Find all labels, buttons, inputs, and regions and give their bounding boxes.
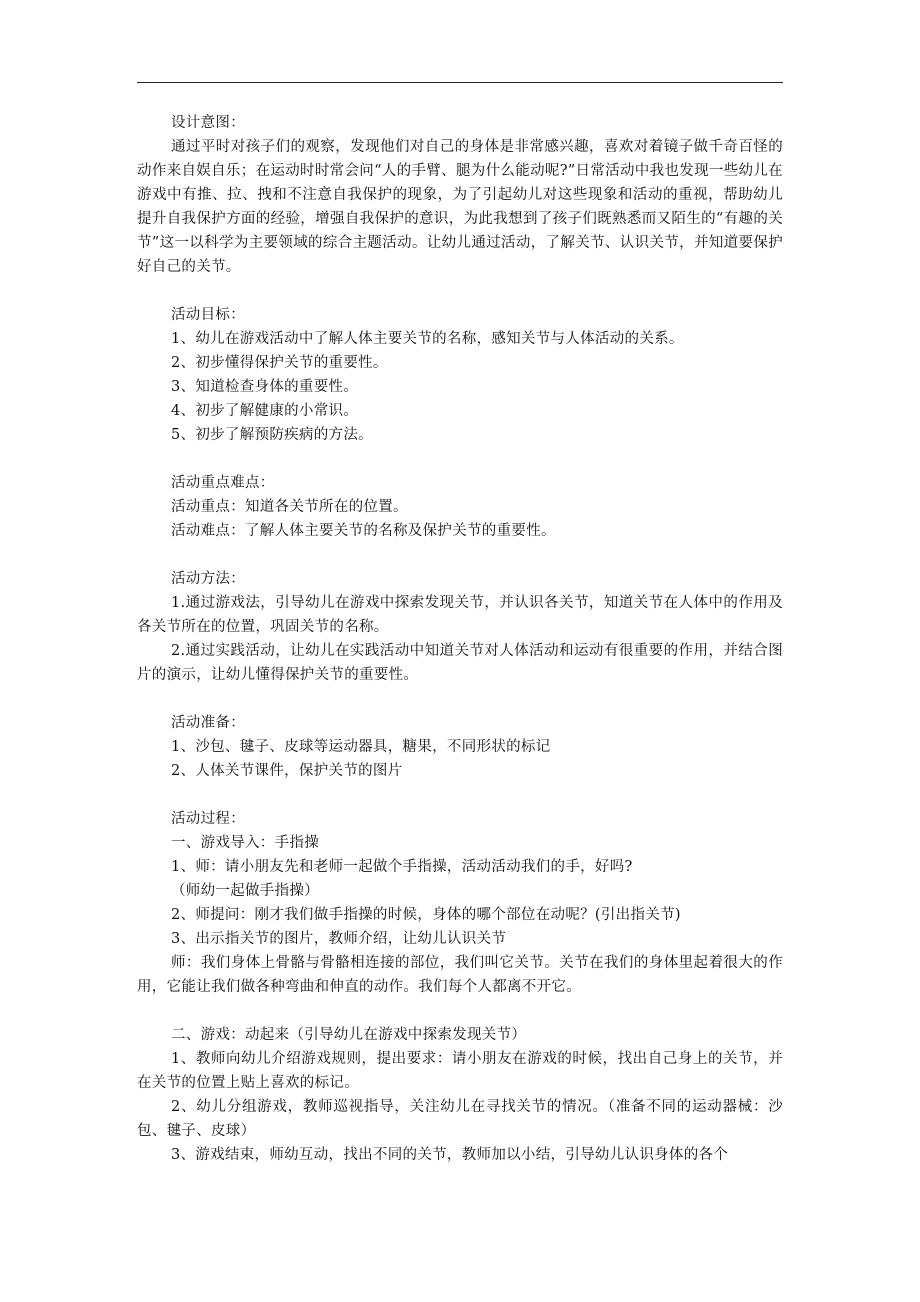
process-note: （师幼一起做手指操）: [171, 883, 319, 899]
goal-item: 4、初步了解健康的小常识。: [171, 403, 359, 419]
key-difficulty: 活动难点：了解人体主要关节的名称及保护关节的重要性。: [171, 523, 556, 539]
method-item: 1.通过游戏法，引导幼儿在游戏中探索发现关节，并认识各关节，知道关节在人体中的作用及各关节所在的位置，巩固关节的名称。: [137, 595, 783, 635]
method-item: 2.通过实践活动，让幼儿在实践活动中知道关节对人体活动和运动有很重要的作用，并结合图片的演示，让幼儿懂得保护关节的重要性。: [137, 643, 783, 683]
design-intent-paragraph: 通过平时对孩子们的观察，发现他们对自己的身体是非常感兴趣，喜欢对着镜子做千奇百怪的动作来自娱自乐；在运动时时常会问“人的手臂、腿为什么能动呢?”日常活动中我也发现一些幼儿在游戏中有推、拉、拽和不注意自我保护的现象，为了引起幼儿对这些现象和活动的重视，帮助幼儿提升自我保护方面的经验，增强自我保护的意识，为此我想到了孩子们既熟悉而又陌生的“有趣的关节”这一以科学为主要领域的综合主题活动。让幼儿通过活动，了解关节、认识关节，并知道要保护好自己的关节。: [137, 139, 783, 275]
process-step: 2、师提问：刚才我们做手指操的时候，身体的哪个部位在动呢？(引出指关节): [171, 907, 681, 923]
process-heading: 活动过程：: [171, 811, 245, 827]
process-part2-title: 二、游戏：动起来（引导幼儿在游戏中探索发现关节）: [171, 1027, 527, 1043]
process-step: 1、教师向幼儿介绍游戏规则，提出要求：请小朋友在游戏的时候，找出自己身上的关节，并在关节的位置上贴上喜欢的标记。: [137, 1051, 783, 1091]
key-points-heading: 活动重点难点：: [171, 475, 275, 491]
goal-item: 1、幼儿在游戏活动中了解人体主要关节的名称，感知关节与人体活动的关系。: [171, 331, 684, 347]
goal-item: 3、知道检查身体的重要性。: [171, 379, 359, 395]
goal-item: 2、初步懂得保护关节的重要性。: [171, 355, 388, 371]
process-step: 3、游戏结束，师幼互动，找出不同的关节，教师加以小结，引导幼儿认识身体的各个: [171, 1147, 729, 1163]
preparation-heading: 活动准备：: [171, 715, 245, 731]
teacher-explanation: 师：我们身体上骨骼与骨骼相连接的部位，我们叫它关节。关节在我们的身体里起着很大的作用，它能让我们做各种弯曲和伸直的动作。我们每个人都离不开它。: [137, 955, 783, 995]
process-step: 2、幼儿分组游戏，教师巡视指导，关注幼儿在寻找关节的情况。（准备不同的运动器械：沙包、毽子、皮球）: [137, 1099, 783, 1139]
document-body: [137, 111, 783, 1167]
process-step: 3、出示指关节的图片，教师介绍，让幼儿认识关节: [171, 931, 507, 947]
process-step: 1、师：请小朋友先和老师一起做个手指操，活动活动我们的手，好吗?: [171, 859, 633, 875]
design-intent-heading: 设计意图：: [171, 115, 245, 131]
preparation-item: 1、沙包、毽子、皮球等运动器具，糖果，不同形状的标记: [171, 739, 551, 755]
process-part1-title: 一、游戏导入：手指操: [171, 835, 319, 851]
preparation-item: 2、人体关节课件，保护关节的图片: [171, 763, 403, 779]
methods-heading: 活动方法：: [171, 571, 245, 587]
key-focus: 活动重点：知道各关节所在的位置。: [171, 499, 408, 515]
goal-item: 5、初步了解预防疾病的方法。: [171, 427, 373, 443]
goals-heading: 活动目标：: [171, 307, 245, 323]
header-rule: [137, 82, 783, 83]
